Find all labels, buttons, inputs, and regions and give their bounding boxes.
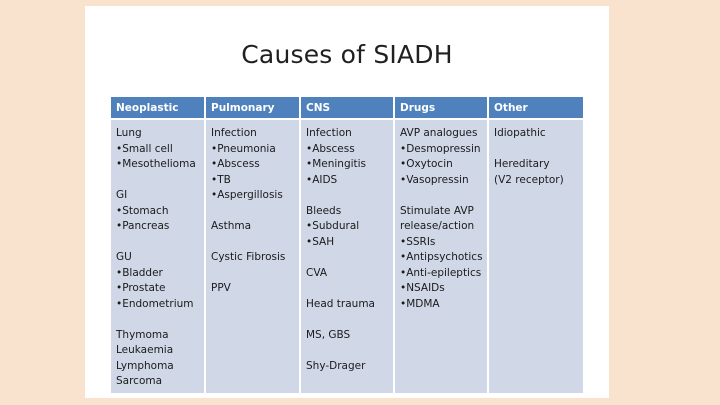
cell-line: Sarcoma [116,375,163,387]
causes-table [111,97,583,393]
cell-line: •Aspergillosis [211,189,283,201]
spacer-line [306,250,389,266]
cell-line: GU [116,251,132,263]
cell-line: •AIDS [306,173,338,186]
cell-line: Leukaemia [116,344,174,356]
cell-line: Thymoma [116,328,169,341]
column-cell-neoplastic [111,119,205,393]
cell-line: Shy-Drager [306,359,366,372]
table-header-row [111,97,583,119]
cell-line: Idiopathic [494,127,546,139]
column-header-drugs: Drugs [394,97,488,119]
cell-line: •Meningitis [306,158,367,170]
cell-line: PPV [211,282,231,294]
column-cell-pulmonary [205,119,300,393]
cell-line: •Antipsychotics [400,251,483,263]
spacer-line [400,188,483,204]
column-header-other: Other [488,97,583,119]
cell-line: •Vasopressin [400,173,469,186]
spacer-line [306,312,389,328]
cell-line: •SAH [306,235,335,248]
spacer-line [211,204,295,220]
cell-line: •TB [211,173,231,186]
table-body-row [111,119,583,393]
column-header-cns: CNS [300,97,394,119]
cell-line: •Small cell [116,142,173,155]
cell-line: •Oxytocin [400,158,453,170]
cell-line: •SSRIs [400,235,436,248]
cell-line: Cystic Fibrosis [211,251,286,263]
spacer-line [306,281,389,297]
cell-line: GI [116,189,128,201]
spacer-line [211,235,295,251]
cell-line: •Subdural [306,220,360,232]
spacer-line [306,188,389,204]
cell-line: Asthma [211,220,252,232]
spacer-line [306,343,389,359]
cell-line: Infection [211,127,257,139]
cell-line: CVA [306,266,328,279]
cell-line: •MDMA [400,297,440,310]
cell-line: MS, GBS [306,328,351,341]
cell-line: •Pneumonia [211,142,276,155]
spacer-line [116,235,200,251]
cell-line: (V2 receptor) [494,173,564,186]
cell-line: Lymphoma [116,359,174,372]
cell-line: •Prostate [116,282,166,294]
cell-line: •Abscess [306,142,355,155]
cell-line: •Pancreas [116,220,170,232]
cell-line: •Anti-epileptics [400,266,482,279]
spacer-line [116,173,200,189]
spacer-line [211,266,295,282]
spacer-line [116,312,200,328]
cell-line: •Abscess [211,158,260,170]
cell-line: Hereditary [494,158,550,170]
cell-line: AVP analogues [400,127,478,139]
column-cell-drugs [394,119,488,393]
cell-line: •Endometrium [116,297,194,310]
slide [85,6,609,398]
cell-line: Stimulate AVP [400,204,474,217]
cell-line: •Bladder [116,266,163,279]
cell-line: •Stomach [116,204,169,217]
cell-line: •Mesothelioma [116,158,196,170]
column-cell-other [488,119,583,393]
column-header-neoplastic: Neoplastic [111,97,205,119]
spacer-line [494,142,579,158]
cell-line: Head trauma [306,297,375,310]
cell-line: Bleeds [306,204,342,217]
cell-line: release/action [400,220,475,232]
column-cell-cns [300,119,394,393]
cell-line: •NSAIDs [400,282,445,294]
cell-line: •Desmopressin [400,142,481,155]
cell-line: Lung [116,127,142,139]
slide-title: Causes of SIADH [241,40,453,69]
column-header-pulmonary: Pulmonary [205,97,300,119]
cell-line: Infection [306,127,352,139]
